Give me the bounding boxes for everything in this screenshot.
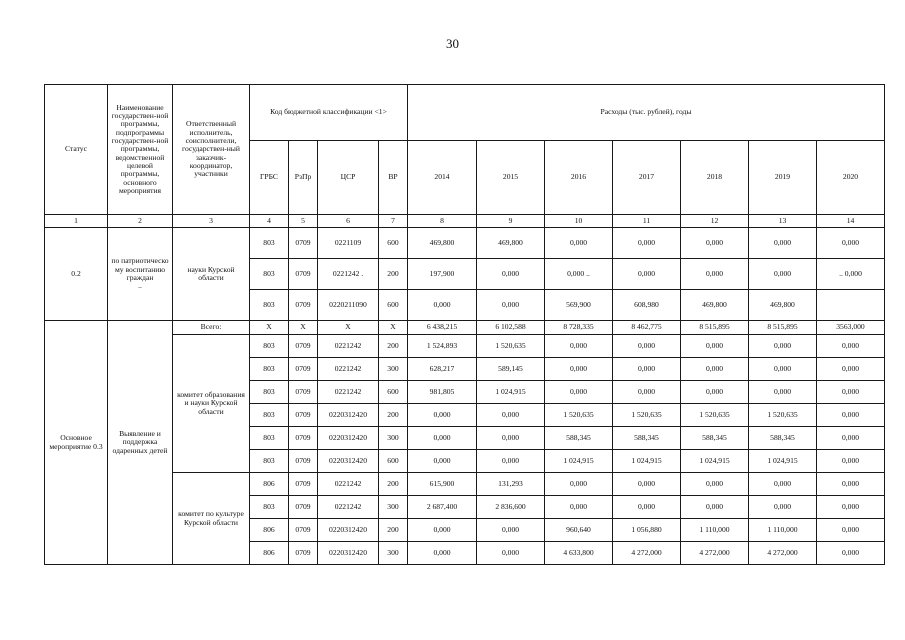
table-cell: 0,000 bbox=[477, 259, 545, 290]
table-cell: 197,900 bbox=[408, 259, 477, 290]
page-number: 30 bbox=[446, 36, 459, 51]
status-cell: 0.2 bbox=[45, 228, 108, 321]
table-cell: 0709 bbox=[289, 473, 318, 496]
table-cell: 0220312420 bbox=[318, 542, 379, 565]
table-cell: 0221242 bbox=[318, 381, 379, 404]
table-cell: 0220211090 bbox=[318, 290, 379, 321]
table-cell: 0220312420 bbox=[318, 519, 379, 542]
table-cell: 0,000 bbox=[817, 542, 885, 565]
table-cell: 0,000 bbox=[817, 496, 885, 519]
table-cell: 300 bbox=[379, 496, 408, 519]
table-cell: 200 bbox=[379, 473, 408, 496]
table-cell: 469,800 bbox=[477, 228, 545, 259]
table-cell: 0709 bbox=[289, 427, 318, 450]
table-cell: 806 bbox=[250, 519, 289, 542]
table-cell: 0221242 . bbox=[318, 259, 379, 290]
table-cell: 600 bbox=[379, 228, 408, 259]
table-cell: 803 bbox=[250, 358, 289, 381]
table-cell: 4 272,000 bbox=[681, 542, 749, 565]
table-cell: 4 272,000 bbox=[749, 542, 817, 565]
column-number: 8 bbox=[408, 215, 477, 228]
table-cell: 0709 bbox=[289, 542, 318, 565]
table-cell: 803 bbox=[250, 381, 289, 404]
table-cell: 0221242 bbox=[318, 335, 379, 358]
table-cell: 200 bbox=[379, 519, 408, 542]
table-cell: 0,000 bbox=[817, 381, 885, 404]
table-cell: 0,000 bbox=[681, 381, 749, 404]
column-number-row bbox=[45, 215, 885, 228]
column-number: 11 bbox=[613, 215, 681, 228]
header-year: 2020 bbox=[817, 141, 885, 215]
header-rzpr: РзПр bbox=[289, 141, 318, 215]
table-cell: 0,000 bbox=[681, 228, 749, 259]
program-name-cell bbox=[108, 228, 173, 321]
table-cell: 600 bbox=[379, 450, 408, 473]
table-cell: 0,000 bbox=[817, 427, 885, 450]
table-cell: 469,800 bbox=[749, 290, 817, 321]
table-cell: 1 520,635 bbox=[545, 404, 613, 427]
table-cell: X bbox=[379, 321, 408, 335]
table-cell: 0221242 bbox=[318, 358, 379, 381]
table-cell: 0,000 bbox=[817, 228, 885, 259]
table-cell: 803 bbox=[250, 404, 289, 427]
table-cell: 0,000 bbox=[408, 404, 477, 427]
executor-cell: комитет образования и науки Курской области bbox=[173, 335, 250, 473]
table-cell: 589,145 bbox=[477, 358, 545, 381]
table-cell: 0,000 bbox=[817, 473, 885, 496]
status-cell: Основное мероприятие 0.3 bbox=[45, 321, 108, 565]
table-cell: 1 024,915 bbox=[477, 381, 545, 404]
table-cell: 588,345 bbox=[749, 427, 817, 450]
table-cell: 1 520,635 bbox=[477, 335, 545, 358]
table-cell: 588,345 bbox=[613, 427, 681, 450]
table-cell: 0,000 bbox=[681, 335, 749, 358]
table-cell: 0,000 bbox=[545, 358, 613, 381]
program-name-text: по патриотическо му воспитанию граждан bbox=[111, 256, 169, 282]
column-number: 7 bbox=[379, 215, 408, 228]
table-cell: 3563,000 bbox=[817, 321, 885, 335]
header-status: Статус bbox=[45, 85, 108, 215]
table-row-total bbox=[45, 321, 885, 335]
table-cell: 8 462,775 bbox=[613, 321, 681, 335]
table-cell: 469,800 bbox=[408, 228, 477, 259]
table-cell: 0709 bbox=[289, 519, 318, 542]
table-cell: 600 bbox=[379, 381, 408, 404]
table-cell: 2 687,400 bbox=[408, 496, 477, 519]
table-cell: 0,000 bbox=[408, 519, 477, 542]
table-cell: 0,000 bbox=[749, 335, 817, 358]
table-cell: 300 bbox=[379, 427, 408, 450]
table-cell: 0,000 bbox=[545, 496, 613, 519]
table-cell: 6 438,215 bbox=[408, 321, 477, 335]
table-cell: 1 524,893 bbox=[408, 335, 477, 358]
table-cell: 0,000 bbox=[681, 496, 749, 519]
column-number: 14 bbox=[817, 215, 885, 228]
column-number: 2 bbox=[108, 215, 173, 228]
table-cell: 0,000 bbox=[477, 450, 545, 473]
table-cell: 803 bbox=[250, 259, 289, 290]
header-program-name: Наименование государствен-ной программы, подпрограммы государствен-ной программы, ведомственной целевой программы, основного мероприятия bbox=[108, 85, 173, 215]
column-number: 4 bbox=[250, 215, 289, 228]
table-cell: 0,000 bbox=[477, 404, 545, 427]
table-cell: 600 bbox=[379, 290, 408, 321]
table-cell: 0,000 bbox=[681, 473, 749, 496]
table-cell: 588,345 bbox=[681, 427, 749, 450]
table-cell: 0221109 bbox=[318, 228, 379, 259]
table-cell: 0709 bbox=[289, 335, 318, 358]
table-cell: 0709 bbox=[289, 358, 318, 381]
table-cell: X bbox=[250, 321, 289, 335]
table-cell: 803 bbox=[250, 450, 289, 473]
table-cell: 0,000 bbox=[749, 228, 817, 259]
table-cell: 1 024,915 bbox=[545, 450, 613, 473]
table-cell: 0,000 bbox=[408, 450, 477, 473]
table-cell: 628,217 bbox=[408, 358, 477, 381]
table-cell: 0,000 bbox=[749, 473, 817, 496]
column-number: 6 bbox=[318, 215, 379, 228]
header-year: 2016 bbox=[545, 141, 613, 215]
header-year: 2019 bbox=[749, 141, 817, 215]
table-cell: 0709 bbox=[289, 259, 318, 290]
table-cell: 0,000 bbox=[613, 473, 681, 496]
table-cell: 0,000 bbox=[817, 358, 885, 381]
executor-cell: комитет по культуре Курской области bbox=[173, 473, 250, 565]
table-cell: 0709 bbox=[289, 228, 318, 259]
table-cell: 4 633,800 bbox=[545, 542, 613, 565]
table-cell: 803 bbox=[250, 427, 289, 450]
table-cell: 0,000 bbox=[545, 335, 613, 358]
table-cell: 0709 bbox=[289, 404, 318, 427]
table-cell: 960,640 bbox=[545, 519, 613, 542]
header-grbs: ГРБС bbox=[250, 141, 289, 215]
table-cell: 0,000 bbox=[749, 259, 817, 290]
table-cell: 0,000 bbox=[749, 381, 817, 404]
header-budget-code: Код бюджетной классификации <1> bbox=[250, 85, 408, 141]
table-cell: 0,000 bbox=[408, 542, 477, 565]
table-cell: 803 bbox=[250, 228, 289, 259]
table-cell: 8 515,895 bbox=[749, 321, 817, 335]
header-year: 2018 bbox=[681, 141, 749, 215]
header-year: 2014 bbox=[408, 141, 477, 215]
table-cell: 0,000 bbox=[817, 404, 885, 427]
column-number: 1 bbox=[45, 215, 108, 228]
table-cell bbox=[817, 290, 885, 321]
table-cell: 0,000 bbox=[613, 381, 681, 404]
table-row bbox=[45, 228, 885, 259]
table-cell: 981,805 bbox=[408, 381, 477, 404]
table-cell: 0,000 bbox=[477, 290, 545, 321]
table-cell: 0221242 bbox=[318, 496, 379, 519]
table-cell: 0,000 bbox=[749, 496, 817, 519]
table-cell: 0,000 bbox=[545, 473, 613, 496]
table-cell: 0220312420 bbox=[318, 427, 379, 450]
table-cell: 608,980 bbox=[613, 290, 681, 321]
table-cell: 0,000 bbox=[408, 427, 477, 450]
column-number: 9 bbox=[477, 215, 545, 228]
table-cell: 1 056,880 bbox=[613, 519, 681, 542]
table-cell: 4 272,000 bbox=[613, 542, 681, 565]
column-number: 10 bbox=[545, 215, 613, 228]
table-cell: 0709 bbox=[289, 496, 318, 519]
table-cell: 803 bbox=[250, 496, 289, 519]
table-cell: 300 bbox=[379, 542, 408, 565]
table-cell: 0,000 bbox=[613, 335, 681, 358]
table-cell: 0,000 bbox=[613, 259, 681, 290]
total-label: Всего: bbox=[173, 321, 250, 335]
table-cell: 806 bbox=[250, 473, 289, 496]
table-cell: 0,000 bbox=[477, 427, 545, 450]
table-cell: 806 bbox=[250, 542, 289, 565]
table-cell: 0,000 bbox=[681, 259, 749, 290]
table-cell: 200 bbox=[379, 259, 408, 290]
table-cell: 6 102,588 bbox=[477, 321, 545, 335]
table-cell: 615,900 bbox=[408, 473, 477, 496]
column-number: 12 bbox=[681, 215, 749, 228]
table-cell: 569,900 bbox=[545, 290, 613, 321]
column-number: 13 bbox=[749, 215, 817, 228]
header-executor: Ответственный исполнитель, соисполнители, государствен-ный заказчик-координатор, участники bbox=[173, 85, 250, 215]
table-cell: 803 bbox=[250, 290, 289, 321]
table-cell: X bbox=[289, 321, 318, 335]
table-cell: 0,000 bbox=[477, 519, 545, 542]
table-cell: 0220312420 bbox=[318, 404, 379, 427]
table-cell: .. 0,000 bbox=[817, 259, 885, 290]
table-cell: 1 110,000 bbox=[681, 519, 749, 542]
table-cell: 0,000 bbox=[681, 358, 749, 381]
table-cell: 1 024,915 bbox=[613, 450, 681, 473]
table-cell: 2 836,600 bbox=[477, 496, 545, 519]
table-cell: 0,000 bbox=[817, 335, 885, 358]
program-name-cell: Выявление и поддержка одаренных детей bbox=[108, 321, 173, 565]
table-cell: 0,000 bbox=[613, 358, 681, 381]
table-cell: 1 024,915 bbox=[681, 450, 749, 473]
table-cell: 1 024,915 bbox=[749, 450, 817, 473]
table-cell: 0,000 bbox=[817, 519, 885, 542]
budget-table bbox=[44, 84, 885, 565]
header-vr: ВР bbox=[379, 141, 408, 215]
table-cell: 0,000 .. bbox=[545, 259, 613, 290]
table-cell: 1 110,000 bbox=[749, 519, 817, 542]
table-cell: 0,000 bbox=[545, 381, 613, 404]
table-cell: 0709 bbox=[289, 290, 318, 321]
table-cell: 1 520,635 bbox=[681, 404, 749, 427]
header-year: 2015 bbox=[477, 141, 545, 215]
table-cell: 0,000 bbox=[408, 290, 477, 321]
table-cell: 8 728,335 bbox=[545, 321, 613, 335]
table-cell: 200 bbox=[379, 335, 408, 358]
table-cell: 0,000 bbox=[613, 496, 681, 519]
table-cell: 0221242 bbox=[318, 473, 379, 496]
table-cell: 131,293 bbox=[477, 473, 545, 496]
table-cell: 588,345 bbox=[545, 427, 613, 450]
table-cell: 0,000 bbox=[817, 450, 885, 473]
table-cell: 803 bbox=[250, 335, 289, 358]
table-cell: 200 bbox=[379, 404, 408, 427]
table-cell: 0,000 bbox=[545, 228, 613, 259]
column-number: 5 bbox=[289, 215, 318, 228]
table-cell: 8 515,895 bbox=[681, 321, 749, 335]
table-cell: 0,000 bbox=[613, 228, 681, 259]
table-cell: 0,000 bbox=[477, 542, 545, 565]
table-cell: X bbox=[318, 321, 379, 335]
executor-cell: науки Курской области bbox=[173, 228, 250, 321]
table-cell: 469,800 bbox=[681, 290, 749, 321]
table-cell: 0220312420 bbox=[318, 450, 379, 473]
program-name-extra: .. bbox=[138, 281, 142, 291]
table-cell: 0709 bbox=[289, 450, 318, 473]
table-cell: 1 520,635 bbox=[749, 404, 817, 427]
column-number: 3 bbox=[173, 215, 250, 228]
table-cell: 0709 bbox=[289, 381, 318, 404]
table-cell: 0,000 bbox=[749, 358, 817, 381]
header-year: 2017 bbox=[613, 141, 681, 215]
header-csr: ЦСР bbox=[318, 141, 379, 215]
table-cell: 1 520,635 bbox=[613, 404, 681, 427]
table-cell: 300 bbox=[379, 358, 408, 381]
header-expenses: Расходы (тыс. рублей), годы bbox=[408, 85, 885, 141]
